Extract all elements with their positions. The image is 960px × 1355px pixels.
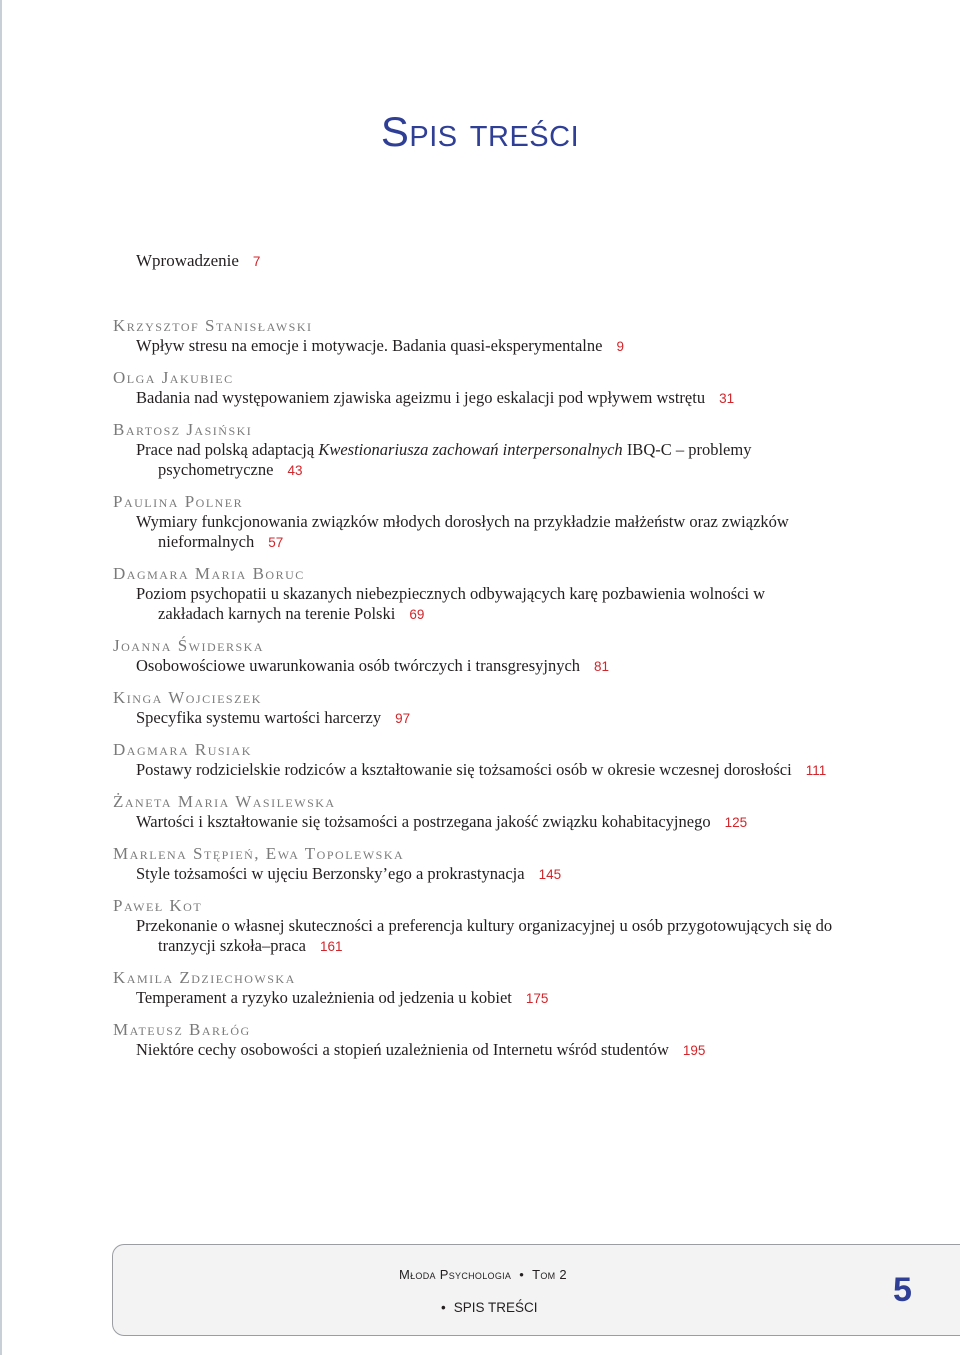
toc-page: 69 [409,607,425,622]
toc-page: 31 [719,391,735,406]
toc-author: Joanna Świderska [113,636,264,655]
toc-title: Osobowościowe uwarunkowania osób twórczych i transgresyjnych 81 [136,656,610,675]
toc-title: Badania nad występowaniem zjawiska ageizmu i jego eskalacji pod wpływem wstrętu 31 [136,388,735,407]
toc-intro-entry[interactable] [136,250,833,272]
page-footer [112,1244,960,1336]
toc-entry[interactable] [113,636,833,677]
toc-entry[interactable] [113,968,833,1009]
toc-page: 111 [805,763,827,778]
footer-section-name: SPIS TREŚCI [453,1300,538,1315]
toc-entry[interactable] [113,792,833,833]
toc-page: 195 [682,1043,706,1058]
toc-entry[interactable] [113,1020,833,1061]
table-of-contents [113,250,833,1072]
footer-journal-line [399,1267,567,1282]
toc-author: Dagmara Maria Boruc [113,564,305,583]
footer-journal-name: Młoda Psychologia [399,1267,512,1282]
toc-title: Niektóre cechy osobowości a stopień uzależnienia od Internetu wśród studentów 195 [136,1040,706,1059]
footer-volume: Tom 2 [532,1267,567,1282]
toc-author: Bartosz Jasiński [113,420,253,439]
toc-title: Poziom psychopatii u skazanych niebezpiecznych odbywających karę pozbawienia wolności w zakładach karnych na terenie Polski 69 [136,584,766,623]
toc-author: Żaneta Maria Wasilewska [113,792,336,811]
toc-author: Paulina Polner [113,492,244,511]
page-title: Spis treści [380,108,580,155]
page-edge-rule [0,0,2,1355]
toc-title: Prace nad polską adaptacją Kwestionariusza zachowań interpersonalnych IBQ-C – problemy psychometryczne 43 [136,440,752,479]
toc-entry[interactable] [113,844,833,885]
toc-title-italic: Kwestionariusza zachowań interpersonalnych [318,440,623,459]
toc-intro-label: Wprowadzenie [136,251,239,270]
toc-title: Temperament a ryzyko uzależnienia od jedzenia u kobiet 175 [136,988,549,1007]
toc-page: 145 [538,867,562,882]
toc-author: Krzysztof Stanisławski [113,316,313,335]
toc-entry[interactable] [113,564,833,625]
toc-page: 43 [287,463,303,478]
toc-entry[interactable] [113,740,833,781]
toc-title: Przekonanie o własnej skuteczności a preferencja kultury organizacyjnej u osób przygotowujących się do tranzycji szkoła–praca 161 [136,916,833,955]
toc-page: 81 [594,659,610,674]
toc-author: Mateusz Barłóg [113,1020,251,1039]
toc-title: Specyfika systemu wartości harcerzy 97 [136,708,411,727]
toc-entry[interactable] [113,688,833,729]
footer-section-line [441,1300,538,1315]
toc-title: Wartości i kształtowanie się tożsamości a postrzegana jakość związku kohabitacyjnego 125 [136,812,748,831]
bullet-separator: • [519,1267,525,1282]
toc-entries [113,316,833,1061]
page-number: 5 [893,1271,912,1309]
toc-entry[interactable] [113,316,833,357]
toc-entry[interactable] [113,896,833,957]
toc-author: Paweł Kot [113,896,203,915]
toc-author: Kamila Zdziechowska [113,968,296,987]
toc-author: Marlena Stępień, Ewa Topolewska [113,844,405,863]
toc-author: Kinga Wojcieszek [113,688,262,707]
toc-author: Olga Jakubiec [113,368,234,387]
toc-entry[interactable] [113,368,833,409]
toc-title: Wpływ stresu na emocje i motywacje. Badania quasi-eksperymentalne 9 [136,336,624,355]
toc-author: Dagmara Rusiak [113,740,252,759]
toc-page: 161 [319,939,343,954]
toc-entry[interactable] [113,492,833,553]
toc-entry[interactable] [113,420,833,481]
bullet-separator: • [441,1300,446,1315]
toc-title: Wymiary funkcjonowania związków młodych dorosłych na przykładzie małżeństw oraz związków nieformalnych 57 [136,512,789,551]
toc-intro-page: 7 [252,254,261,269]
toc-title: Postawy rodzicielskie rodziców a kształtowanie się tożsamości osób w okresie wczesnej dorosłości 111 [136,760,827,779]
toc-page: 9 [616,339,624,354]
toc-page: 175 [525,991,549,1006]
toc-page: 57 [268,535,284,550]
toc-title: Style tożsamości w ujęciu Berzonsky’ego a prokrastynacja 145 [136,864,562,883]
toc-page: 125 [724,815,748,830]
toc-page: 97 [395,711,411,726]
